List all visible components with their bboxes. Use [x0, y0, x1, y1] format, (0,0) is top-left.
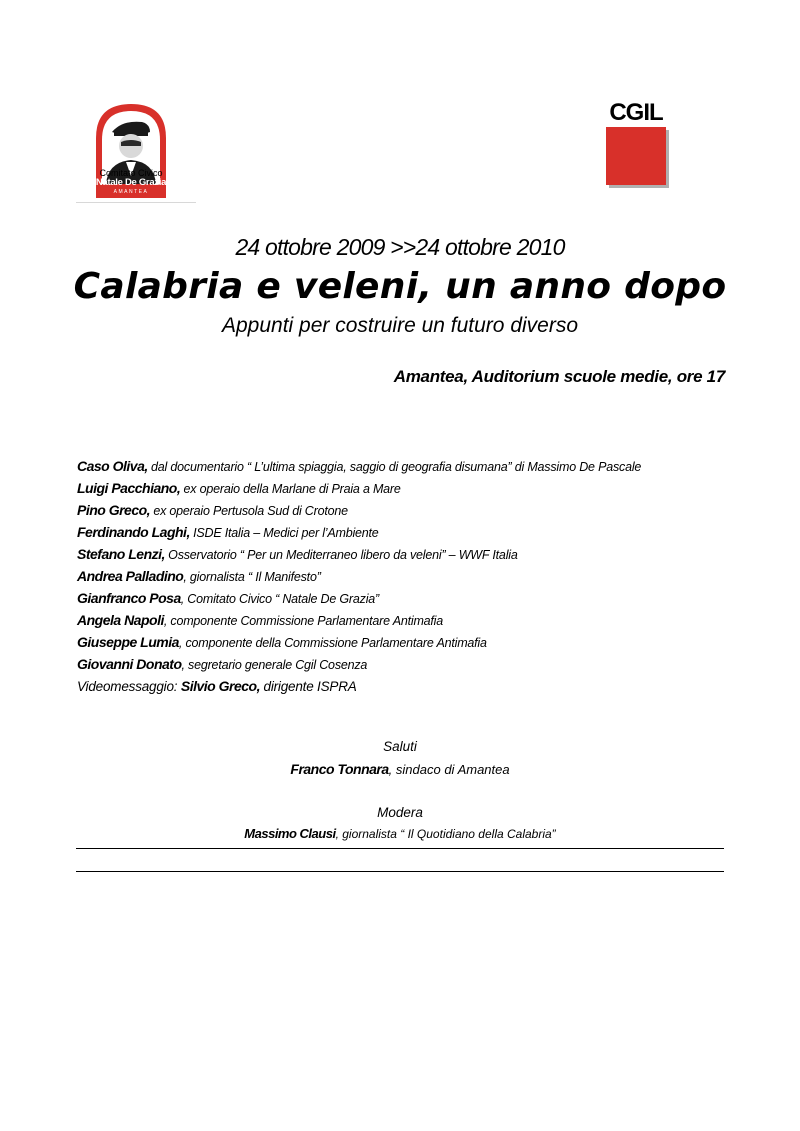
speaker-role: , componente Commissione Parlamentare Antimafia [163, 614, 444, 628]
speaker-item [77, 499, 757, 521]
speaker-name: Caso Oliva, [77, 458, 148, 474]
speaker-name: Andrea Palladino [77, 568, 184, 584]
speaker-role: , Comitato Civico “ Natale De Grazia” [180, 592, 379, 606]
speaker-item [77, 543, 757, 565]
speaker-item [77, 675, 757, 697]
speaker-name: Luigi Pacchiano, [77, 480, 181, 496]
event-subtitle: Appunti per costruire un futuro diverso [221, 314, 579, 337]
speaker-role: , giornalista “ Il Manifesto” [183, 570, 321, 584]
speaker-name: Giuseppe Lumia [77, 634, 179, 650]
moderator-label: Modera [377, 805, 423, 820]
speaker-name: Silvio Greco, [180, 678, 260, 694]
speaker-role: ex operaio della Marlane di Praia a Mare [180, 482, 401, 496]
speaker-item [77, 477, 757, 499]
speaker-role: , segretario generale Cgil Cosenza [181, 658, 368, 672]
speaker-role: ex operaio Pertusola Sud di Crotone [150, 504, 348, 518]
event-venue: Amantea, Auditorium scuole medie, ore 17 [393, 367, 725, 386]
speaker-item [77, 631, 757, 653]
greetings-person [0, 761, 800, 779]
moderator-name: Massimo Clausi [244, 826, 336, 841]
speaker-name: Ferdinando Laghi, [77, 524, 190, 540]
logo-left-line1: Comitato Civico [99, 168, 163, 178]
speaker-item [77, 653, 757, 675]
cgil-logo [604, 100, 668, 190]
speaker-prefix: Videomessaggio: [77, 679, 181, 694]
logo-left-line2: Natale De Grazia [95, 177, 167, 188]
moderator-person [0, 825, 800, 843]
divider-bottom [76, 871, 724, 872]
speaker-item [77, 521, 757, 543]
comitato-civico-logo [92, 102, 170, 198]
speaker-item [77, 565, 757, 587]
cgil-logo-square [606, 127, 666, 185]
speaker-item [77, 455, 757, 477]
greetings-role: , sindaco di Amantea [388, 762, 510, 777]
speaker-role: dal documentario “ L’ultima spiaggia, saggio di geografia disumana” di Massimo De Pascale [147, 460, 642, 474]
cgil-logo-text: CGIL [609, 99, 663, 126]
logo-divider [76, 202, 196, 203]
speaker-role: ISDE Italia – Medici per l’Ambiente [189, 526, 379, 540]
greetings-label: Saluti [383, 739, 417, 754]
speaker-item [77, 587, 757, 609]
speaker-name: Angela Napoli [77, 612, 164, 628]
speaker-item [77, 609, 757, 631]
speaker-name: Giovanni Donato [77, 656, 182, 672]
speakers-list [77, 455, 757, 697]
event-dates: 24 ottobre 2009 >>24 ottobre 2010 [235, 234, 565, 260]
speaker-name: Gianfranco Posa [77, 590, 181, 606]
speaker-name: Pino Greco, [77, 502, 151, 518]
speaker-role: dirigente ISPRA [259, 679, 357, 694]
moderator-role: , giornalista “ Il Quotidiano della Calabria” [335, 827, 556, 841]
event-title: Calabria e veleni, un anno dopo [73, 266, 727, 307]
logo-left-line3: AMANTEA [113, 189, 149, 195]
speaker-name: Stefano Lenzi, [77, 546, 165, 562]
divider-top [76, 848, 724, 849]
greetings-name: Franco Tonnara [290, 761, 389, 777]
speaker-role: , componente della Commissione Parlamentare Antimafia [178, 636, 487, 650]
speaker-role: Osservatorio “ Per un Mediterraneo libero da veleni” – WWF Italia [164, 548, 518, 562]
